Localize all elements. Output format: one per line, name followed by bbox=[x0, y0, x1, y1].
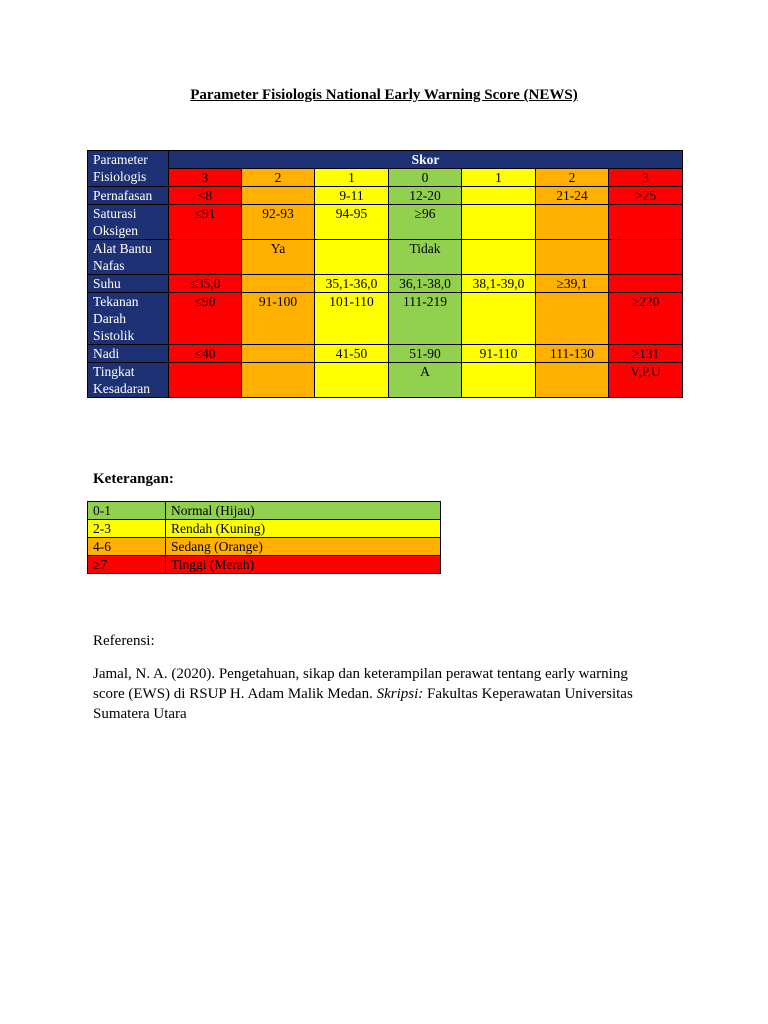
table-row bbox=[88, 205, 683, 240]
legend-table bbox=[87, 501, 441, 574]
row-label-alat-bantu-nafas: Alat Bantu Nafas bbox=[88, 240, 169, 275]
table-cell: 38,1-39,0 bbox=[462, 275, 536, 293]
legend-label: Tinggi (Merah) bbox=[166, 556, 441, 574]
table-row bbox=[88, 187, 683, 205]
row-label-saturasi-oksigen: Saturasi Oksigen bbox=[88, 205, 169, 240]
table-row bbox=[88, 275, 683, 293]
table-cell bbox=[242, 345, 315, 363]
row-label-tingkat-kesadaran: Tingkat Kesadaran bbox=[88, 363, 169, 398]
score-col-6: 2 bbox=[536, 169, 609, 187]
table-cell bbox=[169, 363, 242, 398]
table-cell: ≥220 bbox=[609, 293, 683, 345]
table-cell: ≤40 bbox=[169, 345, 242, 363]
news-parameter-table bbox=[87, 150, 683, 398]
table-cell: A bbox=[389, 363, 462, 398]
table-cell: >25 bbox=[609, 187, 683, 205]
table-row bbox=[88, 293, 683, 345]
table-cell: 94-95 bbox=[315, 205, 389, 240]
table-cell bbox=[169, 240, 242, 275]
legend-label: Normal (Hijau) bbox=[166, 502, 441, 520]
reference-label: Referensi: bbox=[93, 633, 155, 649]
row-label-suhu: Suhu bbox=[88, 275, 169, 293]
document-title: Parameter Fisiologis National Early Warning Score (NEWS) bbox=[190, 87, 578, 103]
table-cell: Tidak bbox=[389, 240, 462, 275]
table-cell: 41-50 bbox=[315, 345, 389, 363]
citation-italic: Skripsi: bbox=[376, 686, 424, 702]
table-cell bbox=[536, 293, 609, 345]
table-cell: 101-110 bbox=[315, 293, 389, 345]
table-cell: 35,1-36,0 bbox=[315, 275, 389, 293]
score-header: Skor bbox=[169, 151, 683, 169]
table-cell bbox=[609, 205, 683, 240]
table-cell: 12-20 bbox=[389, 187, 462, 205]
table-cell: 111-130 bbox=[536, 345, 609, 363]
table-cell: 36,1-38,0 bbox=[389, 275, 462, 293]
citation-text: Jamal, N. A. (2020). Pengetahuan, sikap dan keterampilan perawat tentang early warning score (EWS) di RSUP H. Adam Malik Medan. bbox=[93, 666, 628, 702]
row-label-pernafasan: Pernafasan bbox=[88, 187, 169, 205]
table-cell bbox=[609, 275, 683, 293]
table-row bbox=[88, 363, 683, 398]
table-cell bbox=[462, 240, 536, 275]
score-col-2: 2 bbox=[242, 169, 315, 187]
table-cell: ≤90 bbox=[169, 293, 242, 345]
table-cell bbox=[462, 205, 536, 240]
table-cell bbox=[609, 240, 683, 275]
table-cell: 9-11 bbox=[315, 187, 389, 205]
legend-range: 2-3 bbox=[88, 520, 166, 538]
table-cell bbox=[242, 187, 315, 205]
legend-label: Sedang (Orange) bbox=[166, 538, 441, 556]
legend-range: 4-6 bbox=[88, 538, 166, 556]
row-label-nadi: Nadi bbox=[88, 345, 169, 363]
score-col-7: 3 bbox=[609, 169, 683, 187]
legend-title: Keterangan: bbox=[93, 471, 174, 487]
table-cell: Ya bbox=[242, 240, 315, 275]
table-cell: ≤91 bbox=[169, 205, 242, 240]
score-col-1: 3 bbox=[169, 169, 242, 187]
legend-range: ≥7 bbox=[88, 556, 166, 574]
table-cell bbox=[242, 275, 315, 293]
table-row bbox=[88, 345, 683, 363]
table-cell bbox=[315, 240, 389, 275]
table-cell bbox=[536, 363, 609, 398]
score-col-4: 0 bbox=[389, 169, 462, 187]
table-cell bbox=[462, 293, 536, 345]
parameter-header: Parameter Fisiologis bbox=[88, 151, 169, 187]
reference-citation bbox=[93, 664, 663, 724]
table-cell bbox=[536, 240, 609, 275]
table-cell: 91-100 bbox=[242, 293, 315, 345]
table-cell: V,P,U bbox=[609, 363, 683, 398]
table-cell: ≤35,0 bbox=[169, 275, 242, 293]
score-col-5: 1 bbox=[462, 169, 536, 187]
table-cell: 21-24 bbox=[536, 187, 609, 205]
legend-row-sedang bbox=[88, 538, 441, 556]
table-cell: 91-110 bbox=[462, 345, 536, 363]
legend-range: 0-1 bbox=[88, 502, 166, 520]
table-cell bbox=[242, 363, 315, 398]
legend-label: Rendah (Kuning) bbox=[166, 520, 441, 538]
table-cell: ≥131 bbox=[609, 345, 683, 363]
table-row bbox=[88, 240, 683, 275]
table-cell: 51-90 bbox=[389, 345, 462, 363]
citation-text-end: Fakultas Keperawatan Universitas Sumatera Utara bbox=[93, 686, 633, 722]
legend-row-rendah bbox=[88, 520, 441, 538]
table-cell: 111-219 bbox=[389, 293, 462, 345]
table-cell: ≥39,1 bbox=[536, 275, 609, 293]
table-cell bbox=[536, 205, 609, 240]
table-cell: ≥96 bbox=[389, 205, 462, 240]
table-cell bbox=[315, 363, 389, 398]
row-label-tekanan-darah-sistolik: Tekanan Darah Sistolik bbox=[88, 293, 169, 345]
table-cell bbox=[462, 363, 536, 398]
score-col-3: 1 bbox=[315, 169, 389, 187]
table-cell: <8 bbox=[169, 187, 242, 205]
table-cell bbox=[462, 187, 536, 205]
table-cell: 92-93 bbox=[242, 205, 315, 240]
legend-row-tinggi bbox=[88, 556, 441, 574]
legend-row-normal bbox=[88, 502, 441, 520]
